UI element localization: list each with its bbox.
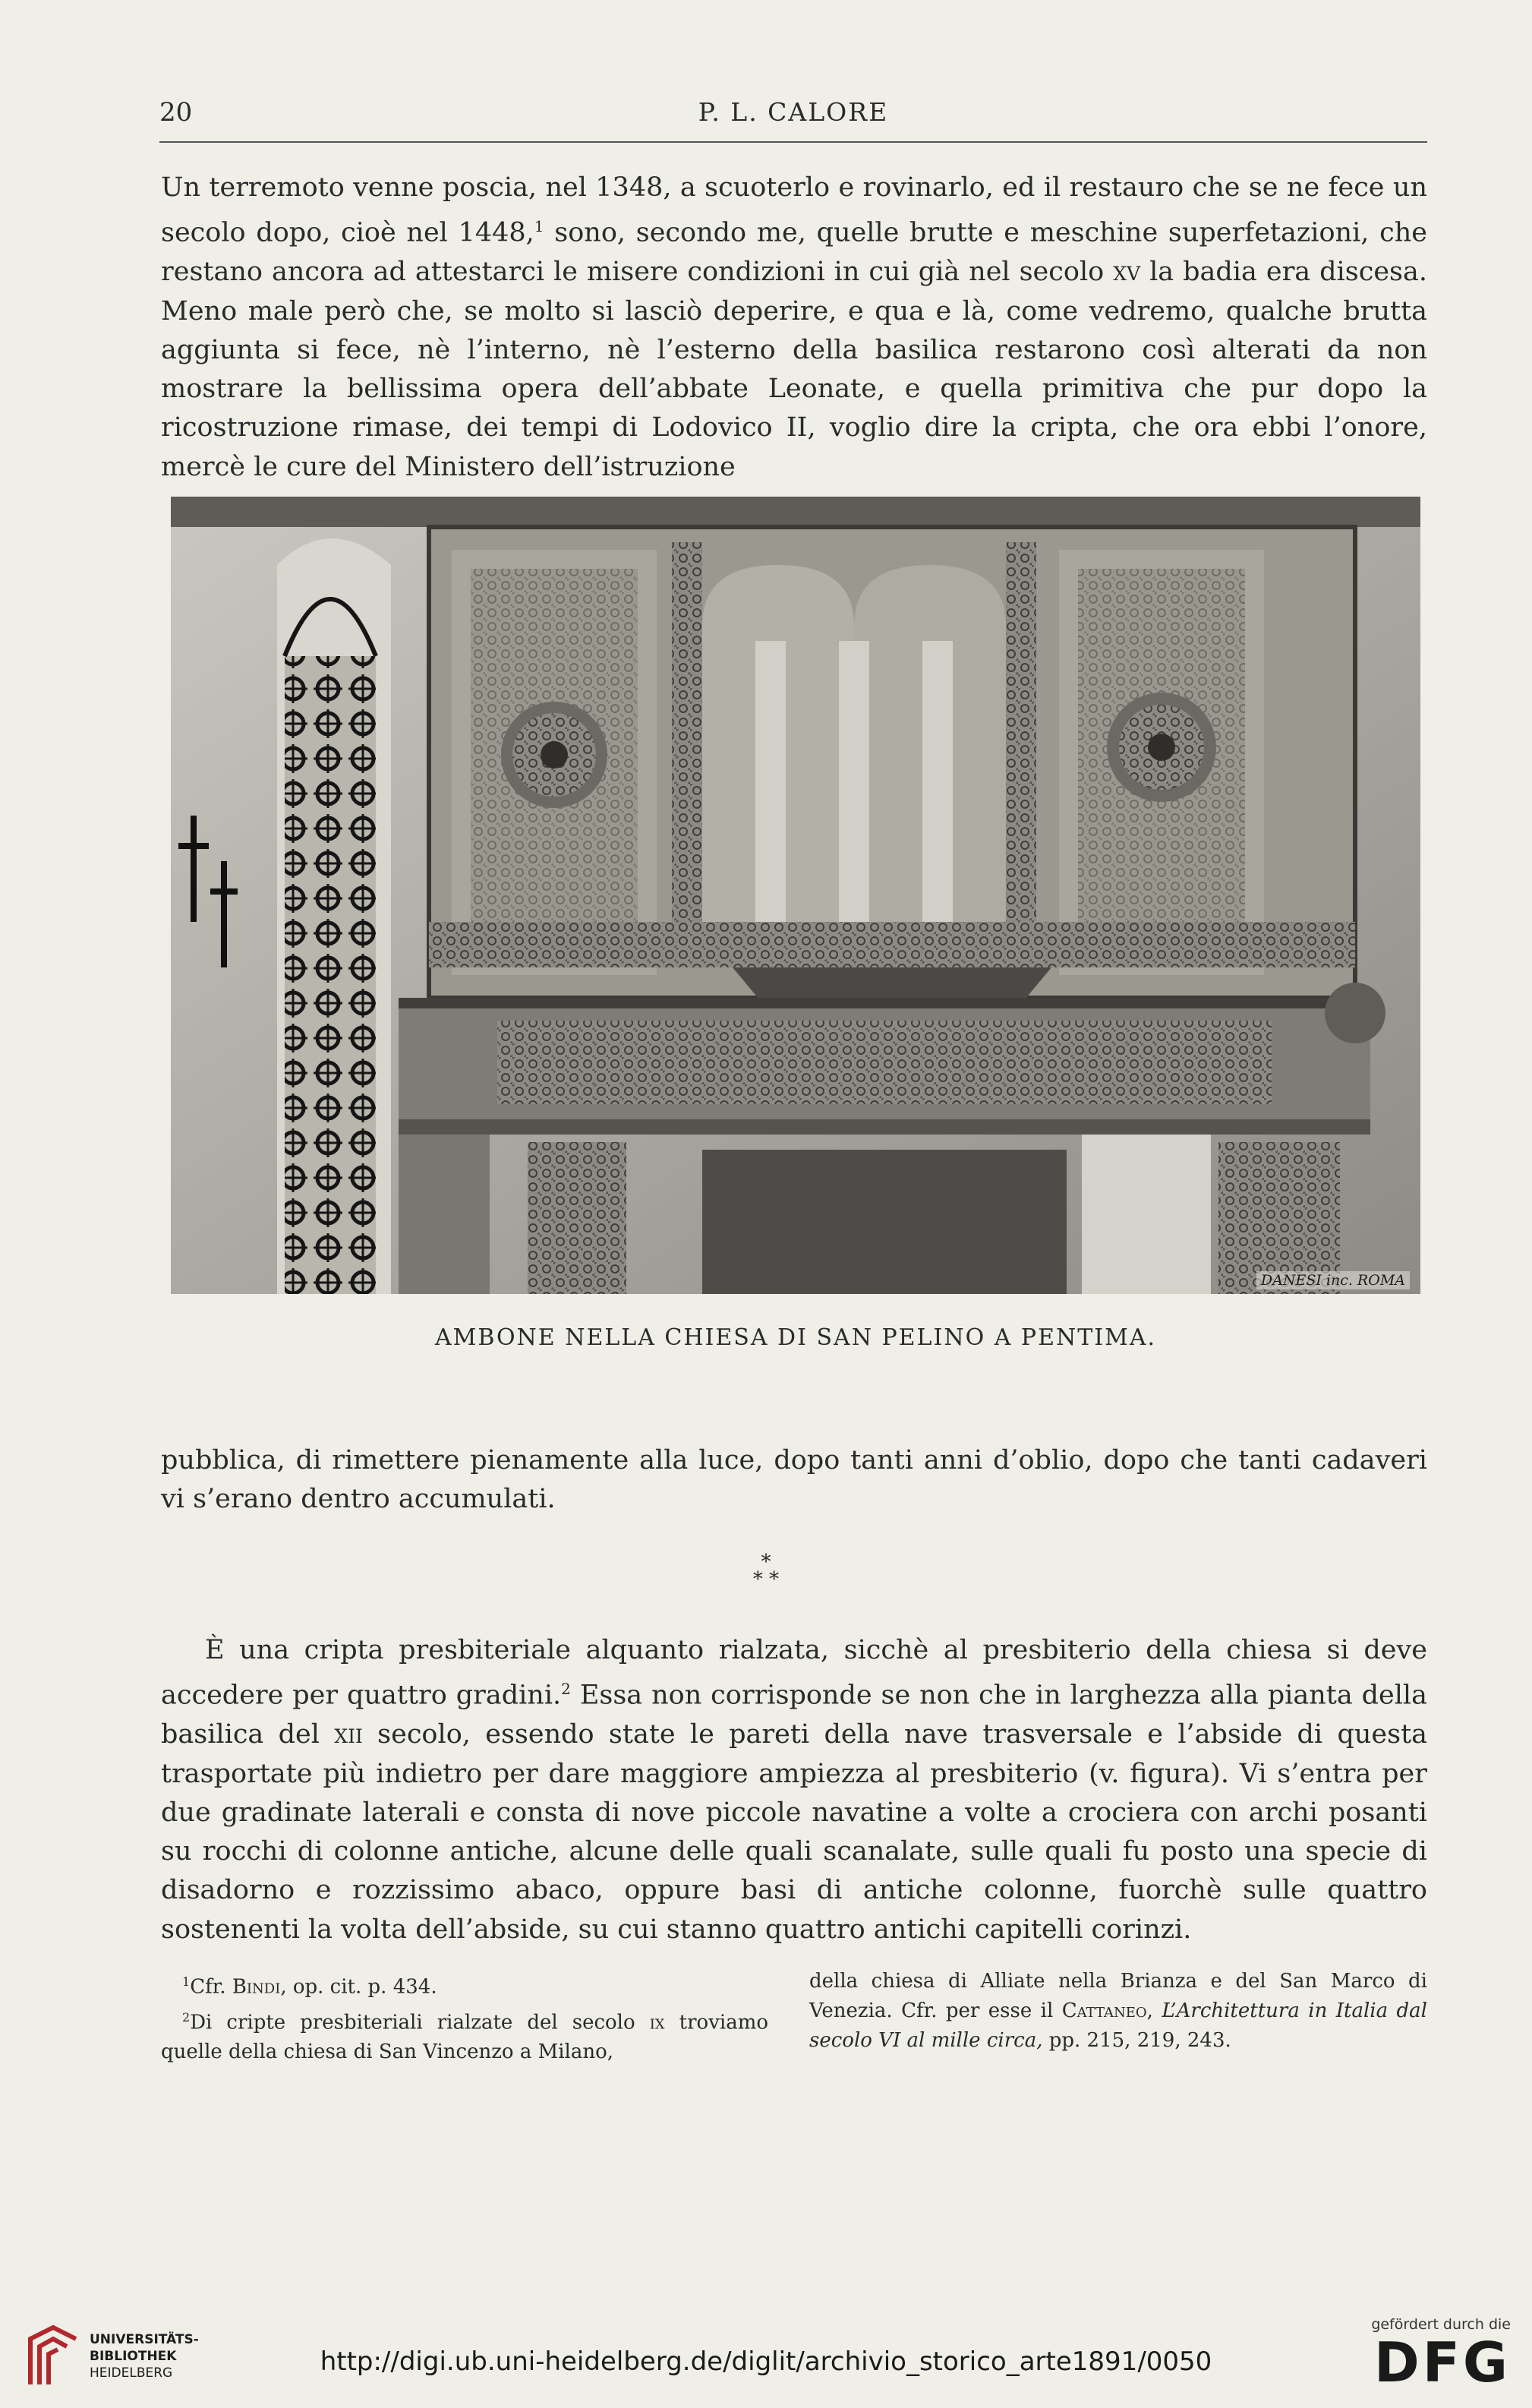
header-rule — [159, 141, 1427, 143]
paragraph-1-text-a: Un terremoto venne poscia, nel 1348, a scuoterlo e rovinarlo, ed il restauro che se ne fece un secolo dopo, cioè nel 1448, — [161, 172, 1427, 248]
footnote-2 — [161, 2002, 768, 2068]
page-number: 20 — [159, 97, 193, 128]
footnote-2-cont-a: della chiesa di Alliate nella Brianza e del San Marco di Venezia. Cfr. per esse il — [809, 1970, 1427, 2022]
dfg-logo: DFG — [1373, 2331, 1511, 2394]
paragraph-3-text-b: Essa non corrisponde se non che in larghezza alla pianta della basilica del — [161, 1680, 1427, 1750]
footnote-2-cont-c: pp. 215, 219, 243. — [1042, 2029, 1231, 2052]
paragraph-1 — [161, 169, 1427, 487]
footnote-ref-2[interactable]: 2 — [561, 1680, 571, 1699]
funding-label: gefördert durch die — [1371, 2316, 1511, 2333]
footnote-1-author: Bindi — [232, 1975, 281, 1999]
paragraph-2: pubblica, di rimettere pienamente alla luce, dopo tanti anni d’oblio, dopo che tanti cadaveri vi s’erano dentro accumulati. — [161, 1445, 1427, 1515]
century-xii: xii — [334, 1719, 363, 1750]
asterism-bottom: * * — [752, 1568, 780, 1591]
library-line-1: UNIVERSITÄTS- — [90, 2332, 199, 2347]
footnote-ref-1[interactable]: 1 — [534, 217, 544, 236]
running-head — [159, 97, 1427, 135]
figure-caption: AMBONE NELLA CHIESA DI SAN PELINO A PENTIMA. — [434, 1324, 1157, 1351]
footnote-2-text-a: Di cripte presbiteriali rialzate del secolo — [190, 2011, 650, 2034]
library-line-3: HEIDELBERG — [90, 2365, 173, 2381]
funding-notice — [1371, 2316, 1511, 2392]
footnote-1 — [161, 1967, 768, 2002]
footnote-2-cont-b: , — [1146, 1999, 1162, 2022]
digitization-footer — [0, 2293, 1532, 2408]
figure — [171, 497, 1420, 1351]
footnote-2-author: Cattaneo — [1061, 1999, 1147, 2022]
footnote-2-book-title: L’Architettura in Italia dal secolo VI al mille circa, — [809, 1999, 1427, 2052]
paragraph-3-text-a: È una cripta presbiteriale alquanto rialzata, sicchè al presbiterio della chiesa si deve accedere per quattro gradini. — [161, 1635, 1427, 1711]
paragraph-3-text-c: secolo, essendo state le pareti della nave trasversale e l’abside di questa trasportate più indietro per dare maggiore ampiezza al presbiterio (v. figura). Vi s’entra per due gradinate laterali e consta di nove piccole navatine a volte a crociera con archi posanti su rocchi di colonne antiche, alcune delle quali scanalate, sulle quali fu posto una specie di disadorno e rozzissimo abaco, oppure basi di antiche colonne, fuorchè sulle quattro sostenenti la volta dell’abside, su cui stanno quattro antichi capitelli corinzi. — [161, 1719, 1427, 1945]
footnote-2-continued — [809, 1967, 1427, 2056]
footnote-2-text-b: troviamo quelle della chiesa di San Vincenzo a Milano, — [161, 2011, 769, 2064]
footnotes-right-column — [809, 1967, 1427, 2056]
ambo-photograph — [171, 497, 1420, 1294]
footnotes-left-column — [161, 1967, 768, 2067]
source-url-link[interactable]: http://digi.ub.uni-heidelberg.de/diglit/archivio_storico_arte1891/0050 — [320, 2346, 1212, 2377]
asterism-top: * — [761, 1551, 771, 1573]
footnote-2-century: ix — [649, 2011, 665, 2034]
paragraph-3 — [161, 1631, 1427, 1949]
century-xv: xv — [1113, 257, 1141, 288]
footnote-1-text-a: Cfr. — [190, 1975, 232, 1999]
footnote-2-mark: 2 — [182, 2009, 191, 2025]
footnote-1-mark: 1 — [182, 1974, 191, 1989]
engraver-credit: DANESI inc. ROMA — [1256, 1271, 1410, 1289]
paragraph-1-text-b: sono, secondo me, quelle brutte e meschine superfetazioni, che restano ancora ad attestarci le misere condizioni in cui già nel secolo — [161, 217, 1427, 288]
paragraph-1-text-c: la badia era discesa. Meno male però che, se molto si lasciò deperire, e qua e là, come vedremo, qualche brutta aggiunta si fece, nè l’interno, nè l’esterno della basilica restarono così alterati da non mostrare la bellissima opera dell’abbate Leonate, e quella primitiva che pur dopo la ricostruzione rimase, dei tempi di Lodovico II, voglio dire la cripta, che ora ebbi l’onore, mercè le cure del Ministero dell’istruzione — [161, 257, 1427, 482]
footnote-1-text-b: , op. cit. p. 434. — [280, 1975, 437, 1999]
library-line-2: BIBLIOTHEK — [90, 2349, 177, 2364]
running-title: P. L. CALORE — [698, 97, 889, 127]
